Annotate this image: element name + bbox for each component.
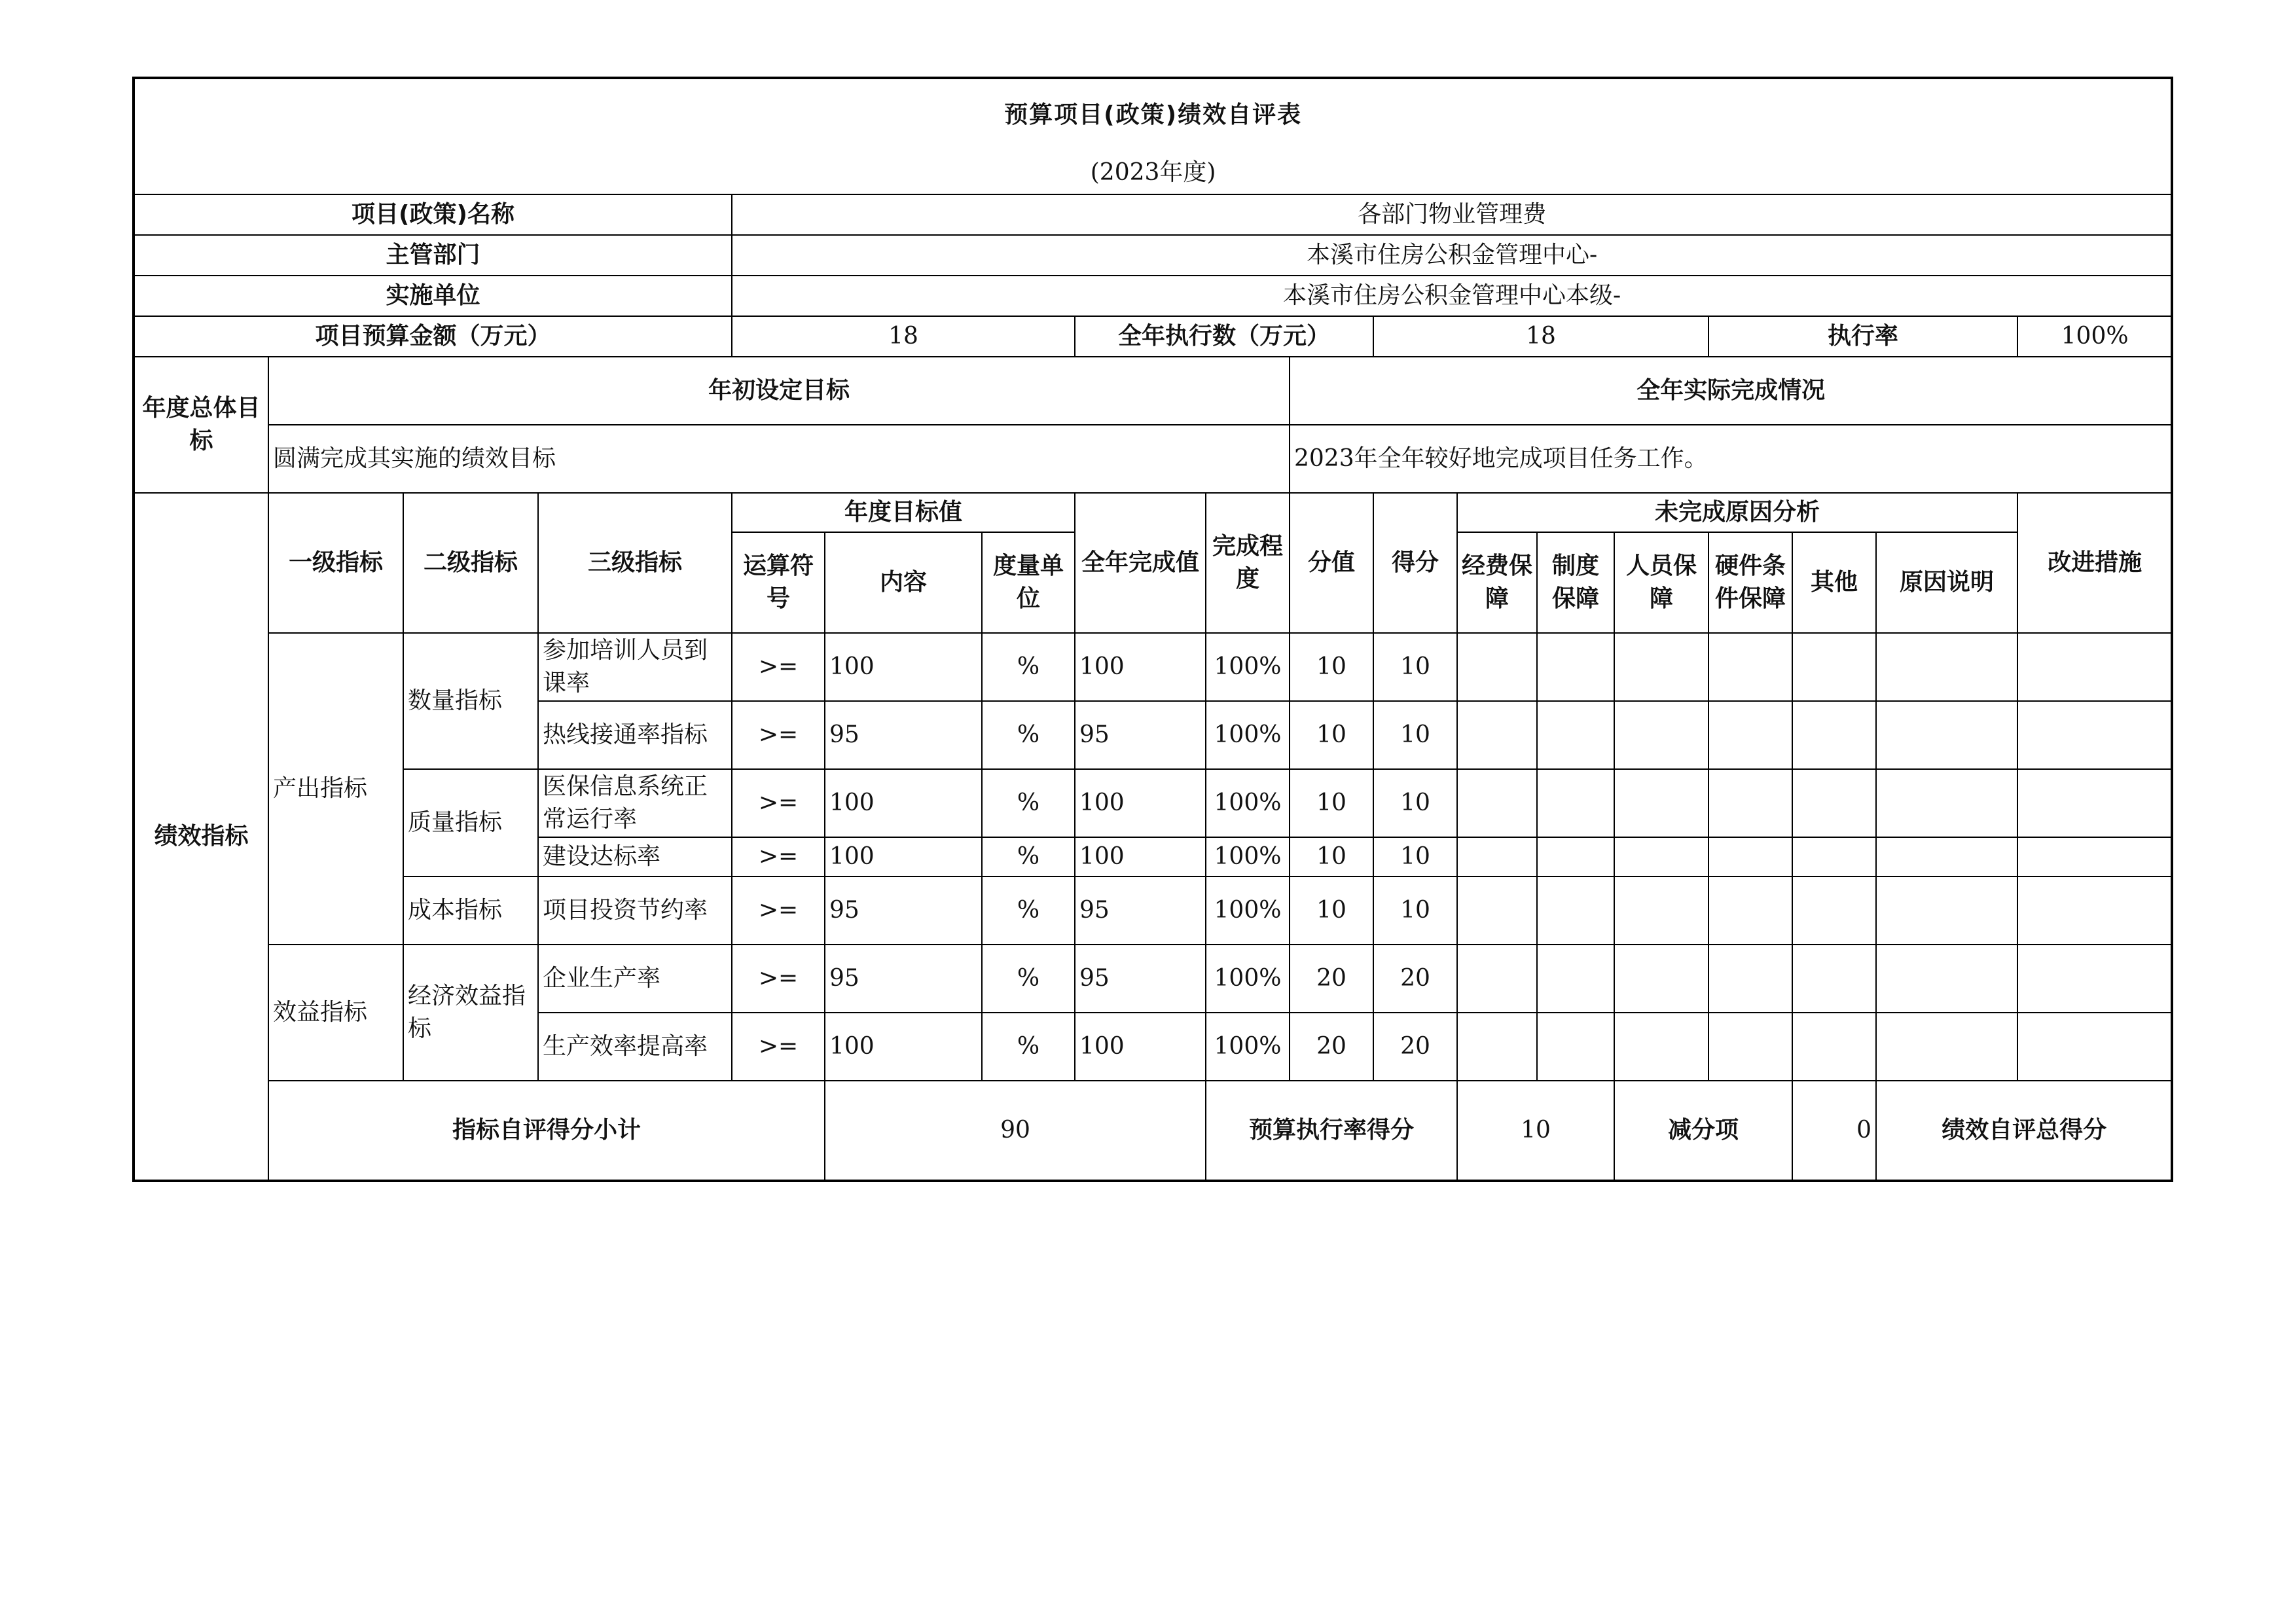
other-cell bbox=[1792, 701, 1876, 769]
score-cell: 10 bbox=[1373, 769, 1457, 837]
system-cell bbox=[1537, 837, 1614, 876]
level3-cell: 建设达标率 bbox=[538, 837, 732, 876]
degree-cell: 100% bbox=[1206, 701, 1290, 769]
table-row bbox=[134, 945, 2172, 1013]
budget-score-label: 预算执行率得分 bbox=[1206, 1081, 1457, 1181]
completed-cell: 100 bbox=[1075, 633, 1206, 701]
set-goal-value: 圆满完成其实施的绩效目标 bbox=[268, 425, 1290, 493]
improve-cell bbox=[2017, 633, 2172, 701]
personnel-cell bbox=[1614, 701, 1708, 769]
level2-quantity: 数量指标 bbox=[403, 633, 538, 769]
score-cell: 10 bbox=[1373, 837, 1457, 876]
degree-cell: 100% bbox=[1206, 769, 1290, 837]
improve-cell bbox=[2017, 945, 2172, 1013]
reason-note-cell bbox=[1876, 945, 2017, 1013]
score-cell: 10 bbox=[1373, 876, 1457, 945]
degree-cell: 100% bbox=[1206, 1013, 1290, 1081]
year-subtitle: (2023年度) bbox=[134, 151, 2172, 194]
header-hardware: 硬件条件保障 bbox=[1708, 532, 1792, 633]
funding-cell bbox=[1457, 701, 1537, 769]
reason-note-cell bbox=[1876, 876, 2017, 945]
table-row bbox=[134, 876, 2172, 945]
subtotal-value: 90 bbox=[825, 1081, 1206, 1181]
completed-cell: 95 bbox=[1075, 701, 1206, 769]
header-funding: 经费保障 bbox=[1457, 532, 1537, 633]
other-cell bbox=[1792, 837, 1876, 876]
score-value-cell: 10 bbox=[1290, 633, 1373, 701]
improve-cell bbox=[2017, 837, 2172, 876]
hardware-cell bbox=[1708, 876, 1792, 945]
header-level1: 一级指标 bbox=[268, 493, 403, 633]
evaluation-table bbox=[132, 77, 2173, 1182]
operator-cell: >= bbox=[732, 769, 825, 837]
actual-goal-value: 2023年全年较好地完成项目任务工作。 bbox=[1290, 425, 2172, 493]
content-cell: 95 bbox=[825, 876, 982, 945]
completed-cell: 95 bbox=[1075, 876, 1206, 945]
deduction-value: 0 bbox=[1792, 1081, 1876, 1181]
system-cell bbox=[1537, 633, 1614, 701]
reason-note-cell bbox=[1876, 633, 2017, 701]
unit-value: 本溪市住房公积金管理中心本级- bbox=[732, 276, 2172, 316]
header-level3: 三级指标 bbox=[538, 493, 732, 633]
annual-goal-label: 年度总体目标 bbox=[134, 357, 268, 493]
completed-cell: 95 bbox=[1075, 945, 1206, 1013]
header-unit: 度量单位 bbox=[982, 532, 1075, 633]
hardware-cell bbox=[1708, 837, 1792, 876]
budget-label: 项目预算金额（万元） bbox=[134, 316, 732, 357]
rate-value: 100% bbox=[2017, 316, 2172, 357]
operator-cell: >= bbox=[732, 837, 825, 876]
level3-cell: 参加培训人员到课率 bbox=[538, 633, 732, 701]
system-cell bbox=[1537, 876, 1614, 945]
funding-cell bbox=[1457, 876, 1537, 945]
other-cell bbox=[1792, 769, 1876, 837]
improve-cell bbox=[2017, 769, 2172, 837]
hardware-cell bbox=[1708, 701, 1792, 769]
budget-score-value: 10 bbox=[1457, 1081, 1614, 1181]
unit-cell: % bbox=[982, 945, 1075, 1013]
total-label: 绩效自评总得分 bbox=[1876, 1081, 2172, 1181]
funding-cell bbox=[1457, 769, 1537, 837]
operator-cell: >= bbox=[732, 945, 825, 1013]
score-value-cell: 10 bbox=[1290, 837, 1373, 876]
unit-label: 实施单位 bbox=[134, 276, 732, 316]
header-content: 内容 bbox=[825, 532, 982, 633]
level1-benefit: 效益指标 bbox=[268, 945, 403, 1081]
project-name-value: 各部门物业管理费 bbox=[732, 194, 2172, 235]
completed-cell: 100 bbox=[1075, 1013, 1206, 1081]
dept-label: 主管部门 bbox=[134, 235, 732, 276]
reason-note-cell bbox=[1876, 837, 2017, 876]
system-cell bbox=[1537, 701, 1614, 769]
reason-note-cell bbox=[1876, 1013, 2017, 1081]
table-row bbox=[134, 769, 2172, 837]
funding-cell bbox=[1457, 1013, 1537, 1081]
operator-cell: >= bbox=[732, 876, 825, 945]
score-value-cell: 10 bbox=[1290, 701, 1373, 769]
personnel-cell bbox=[1614, 633, 1708, 701]
degree-cell: 100% bbox=[1206, 876, 1290, 945]
other-cell bbox=[1792, 945, 1876, 1013]
level1-output: 产出指标 bbox=[268, 633, 403, 945]
score-cell: 20 bbox=[1373, 1013, 1457, 1081]
header-completed: 全年完成值 bbox=[1075, 493, 1206, 633]
level3-cell: 企业生产率 bbox=[538, 945, 732, 1013]
exec-value: 18 bbox=[1373, 316, 1708, 357]
degree-cell: 100% bbox=[1206, 945, 1290, 1013]
evaluation-sheet bbox=[132, 77, 2173, 1182]
rate-label: 执行率 bbox=[1708, 316, 2017, 357]
completed-cell: 100 bbox=[1075, 769, 1206, 837]
header-operator: 运算符号 bbox=[732, 532, 825, 633]
exec-label: 全年执行数（万元） bbox=[1075, 316, 1373, 357]
content-cell: 95 bbox=[825, 945, 982, 1013]
content-cell: 100 bbox=[825, 1013, 982, 1081]
budget-value: 18 bbox=[732, 316, 1075, 357]
completed-cell: 100 bbox=[1075, 837, 1206, 876]
header-score-value: 分值 bbox=[1290, 493, 1373, 633]
system-cell bbox=[1537, 945, 1614, 1013]
score-cell: 10 bbox=[1373, 701, 1457, 769]
deduction-label: 减分项 bbox=[1614, 1081, 1792, 1181]
header-other: 其他 bbox=[1792, 532, 1876, 633]
funding-cell bbox=[1457, 633, 1537, 701]
improve-cell bbox=[2017, 701, 2172, 769]
hardware-cell bbox=[1708, 1013, 1792, 1081]
hardware-cell bbox=[1708, 769, 1792, 837]
degree-cell: 100% bbox=[1206, 633, 1290, 701]
system-cell bbox=[1537, 769, 1614, 837]
level3-cell: 生产效率提高率 bbox=[538, 1013, 732, 1081]
other-cell bbox=[1792, 876, 1876, 945]
header-score: 得分 bbox=[1373, 493, 1457, 633]
personnel-cell bbox=[1614, 769, 1708, 837]
personnel-cell bbox=[1614, 945, 1708, 1013]
header-reason-group: 未完成原因分析 bbox=[1457, 493, 2017, 532]
project-name-label: 项目(政策)名称 bbox=[134, 194, 732, 235]
operator-cell: >= bbox=[732, 701, 825, 769]
level2-cost: 成本指标 bbox=[403, 876, 538, 945]
score-cell: 20 bbox=[1373, 945, 1457, 1013]
level3-cell: 热线接通率指标 bbox=[538, 701, 732, 769]
level2-quality: 质量指标 bbox=[403, 769, 538, 876]
actual-goal-header: 全年实际完成情况 bbox=[1290, 357, 2172, 425]
system-cell bbox=[1537, 1013, 1614, 1081]
funding-cell bbox=[1457, 945, 1537, 1013]
personnel-cell bbox=[1614, 1013, 1708, 1081]
content-cell: 100 bbox=[825, 837, 982, 876]
unit-cell: % bbox=[982, 837, 1075, 876]
operator-cell: >= bbox=[732, 1013, 825, 1081]
hardware-cell bbox=[1708, 945, 1792, 1013]
funding-cell bbox=[1457, 837, 1537, 876]
level3-cell: 项目投资节约率 bbox=[538, 876, 732, 945]
subtotal-label: 指标自评得分小计 bbox=[268, 1081, 825, 1181]
header-degree: 完成程度 bbox=[1206, 493, 1290, 633]
indicators-section-label: 绩效指标 bbox=[134, 493, 268, 1181]
set-goal-header: 年初设定目标 bbox=[268, 357, 1290, 425]
unit-cell: % bbox=[982, 769, 1075, 837]
reason-note-cell bbox=[1876, 701, 2017, 769]
unit-cell: % bbox=[982, 701, 1075, 769]
table-row bbox=[134, 633, 2172, 701]
score-value-cell: 10 bbox=[1290, 769, 1373, 837]
reason-note-cell bbox=[1876, 769, 2017, 837]
content-cell: 95 bbox=[825, 701, 982, 769]
level2-economic: 经济效益指标 bbox=[403, 945, 538, 1081]
score-value-cell: 10 bbox=[1290, 876, 1373, 945]
unit-cell: % bbox=[982, 633, 1075, 701]
header-system: 制度保障 bbox=[1537, 532, 1614, 633]
degree-cell: 100% bbox=[1206, 837, 1290, 876]
hardware-cell bbox=[1708, 633, 1792, 701]
score-value-cell: 20 bbox=[1290, 945, 1373, 1013]
other-cell bbox=[1792, 633, 1876, 701]
level3-cell: 医保信息系统正常运行率 bbox=[538, 769, 732, 837]
header-improve: 改进措施 bbox=[2017, 493, 2172, 633]
header-personnel: 人员保障 bbox=[1614, 532, 1708, 633]
score-cell: 10 bbox=[1373, 633, 1457, 701]
improve-cell bbox=[2017, 1013, 2172, 1081]
header-target-group: 年度目标值 bbox=[732, 493, 1075, 532]
personnel-cell bbox=[1614, 837, 1708, 876]
other-cell bbox=[1792, 1013, 1876, 1081]
header-reason-note: 原因说明 bbox=[1876, 532, 2017, 633]
page-title: 预算项目(政策)绩效自评表 bbox=[134, 78, 2172, 151]
score-value-cell: 20 bbox=[1290, 1013, 1373, 1081]
unit-cell: % bbox=[982, 876, 1075, 945]
operator-cell: >= bbox=[732, 633, 825, 701]
improve-cell bbox=[2017, 876, 2172, 945]
content-cell: 100 bbox=[825, 769, 982, 837]
content-cell: 100 bbox=[825, 633, 982, 701]
header-level2: 二级指标 bbox=[403, 493, 538, 633]
unit-cell: % bbox=[982, 1013, 1075, 1081]
personnel-cell bbox=[1614, 876, 1708, 945]
dept-value: 本溪市住房公积金管理中心- bbox=[732, 235, 2172, 276]
